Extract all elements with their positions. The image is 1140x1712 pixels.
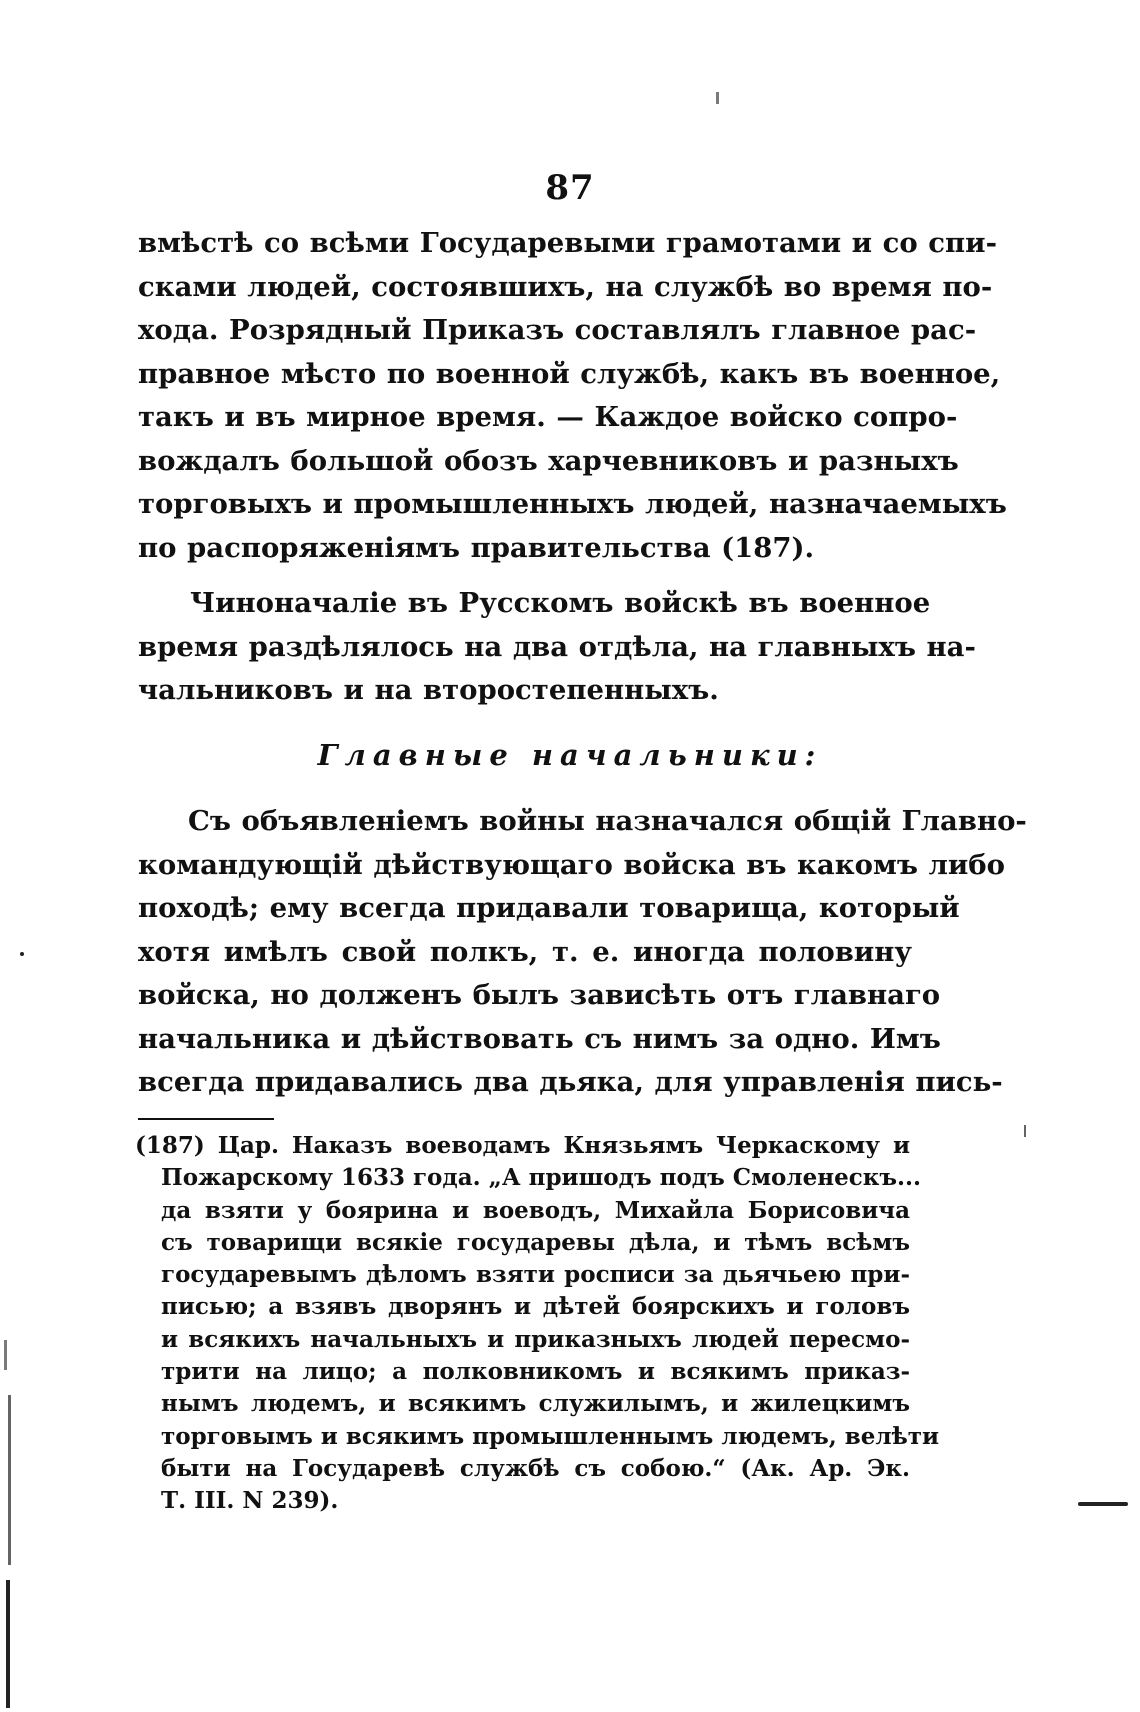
scan-edge-mark xyxy=(8,1395,11,1565)
text-line: сками людей, состоявшихъ, на службѣ во время по- xyxy=(138,270,993,303)
text-line: начальника и дѣйствовать съ нимъ за одно. Имъ xyxy=(138,1022,941,1055)
footnote-line: трити на лицо; а полковникомъ и всякимъ приказ- xyxy=(161,1358,910,1386)
text-line: правное мѣсто по военной службѣ, какъ въ военное, xyxy=(138,357,1001,390)
scan-dot-mark xyxy=(1024,1125,1026,1137)
paragraph-1 xyxy=(138,222,1007,570)
scan-dash-mark xyxy=(1078,1502,1128,1506)
text-line: по распоряженіямъ правительства (187). xyxy=(138,531,815,564)
footnote-line: (187) Цар. Наказъ воеводамъ Князьямъ Черкаскому и xyxy=(135,1132,910,1159)
footnote-line: государевымъ дѣломъ взяти росписи за дьячьею при- xyxy=(161,1261,910,1289)
text-line: походѣ; ему всегда придавали товарища, который xyxy=(138,892,960,924)
footnote-line: Т. III. N 239). xyxy=(161,1487,339,1515)
page-number: 87 xyxy=(545,168,595,208)
text-line: хода. Розрядный Приказъ составлялъ главное рас- xyxy=(138,314,977,346)
section-heading: Главные начальники: xyxy=(317,738,823,772)
scan-edge-mark xyxy=(6,1580,10,1708)
footnote-line: и всякихъ начальныхъ и приказныхъ людей пересмо- xyxy=(161,1325,910,1353)
text-line: чальниковъ и на второстепенныхъ. xyxy=(138,674,719,706)
footnote-line: съ товарищи всякіе государевы дѣла, и тѣмъ всѣмъ xyxy=(161,1228,910,1256)
footnote-line: Пожарскому 1633 года. „А пришодъ подъ Смоленескъ... xyxy=(161,1164,921,1192)
scan-dot-mark xyxy=(20,952,24,956)
footnote-line: да взяти у боярина и воеводъ, Михайла Борисовича xyxy=(161,1196,910,1224)
text-line: Съ объявленіемъ войны назначался общій Главно- xyxy=(188,805,1027,837)
footnote-line: нымъ людемъ, и всякимъ служилымъ, и жилецкимъ xyxy=(161,1390,910,1418)
paragraph-2 xyxy=(138,582,976,713)
footnote-line: быти на Государевѣ службѣ съ собою.“ (Ак. Ар. Эк. xyxy=(161,1454,910,1482)
text-line: хотя имѣлъ свой полкъ, т. е. иногда половину xyxy=(138,935,912,968)
scan-edge-mark xyxy=(4,1340,7,1370)
text-line: вмѣстѣ со всѣми Государевыми грамотами и со спи- xyxy=(138,227,997,259)
footnote xyxy=(135,1130,940,1518)
text-line: войска, но долженъ былъ зависѣть отъ главнаго xyxy=(138,979,941,1011)
text-line: Чиноначаліе въ Русскомъ войскѣ въ военное xyxy=(190,587,931,619)
footnote-line: торговымъ и всякимъ промышленнымъ людемъ, велѣти xyxy=(161,1422,940,1450)
text-line: время раздѣлялось на два отдѣла, на главныхъ на- xyxy=(138,630,976,663)
text-line: всегда придавались два дьяка, для управленія пись- xyxy=(138,1066,1003,1098)
text-line: такъ и въ мирное время. — Каждое войско сопро- xyxy=(138,401,958,433)
text-line: торговыхъ и промышленныхъ людей, назначаемыхъ xyxy=(138,488,1007,520)
paragraph-3 xyxy=(138,800,1027,1105)
scan-dot-mark xyxy=(716,92,719,104)
footnote-line: писью; а взявъ дворянъ и дѣтей боярскихъ и головъ xyxy=(161,1293,910,1321)
text-line: вождалъ большой обозъ харчевниковъ и разныхъ xyxy=(138,444,959,477)
text-line: командующій дѣйствующаго войска въ какомъ либо xyxy=(138,848,1005,881)
footnote-divider xyxy=(138,1118,274,1120)
